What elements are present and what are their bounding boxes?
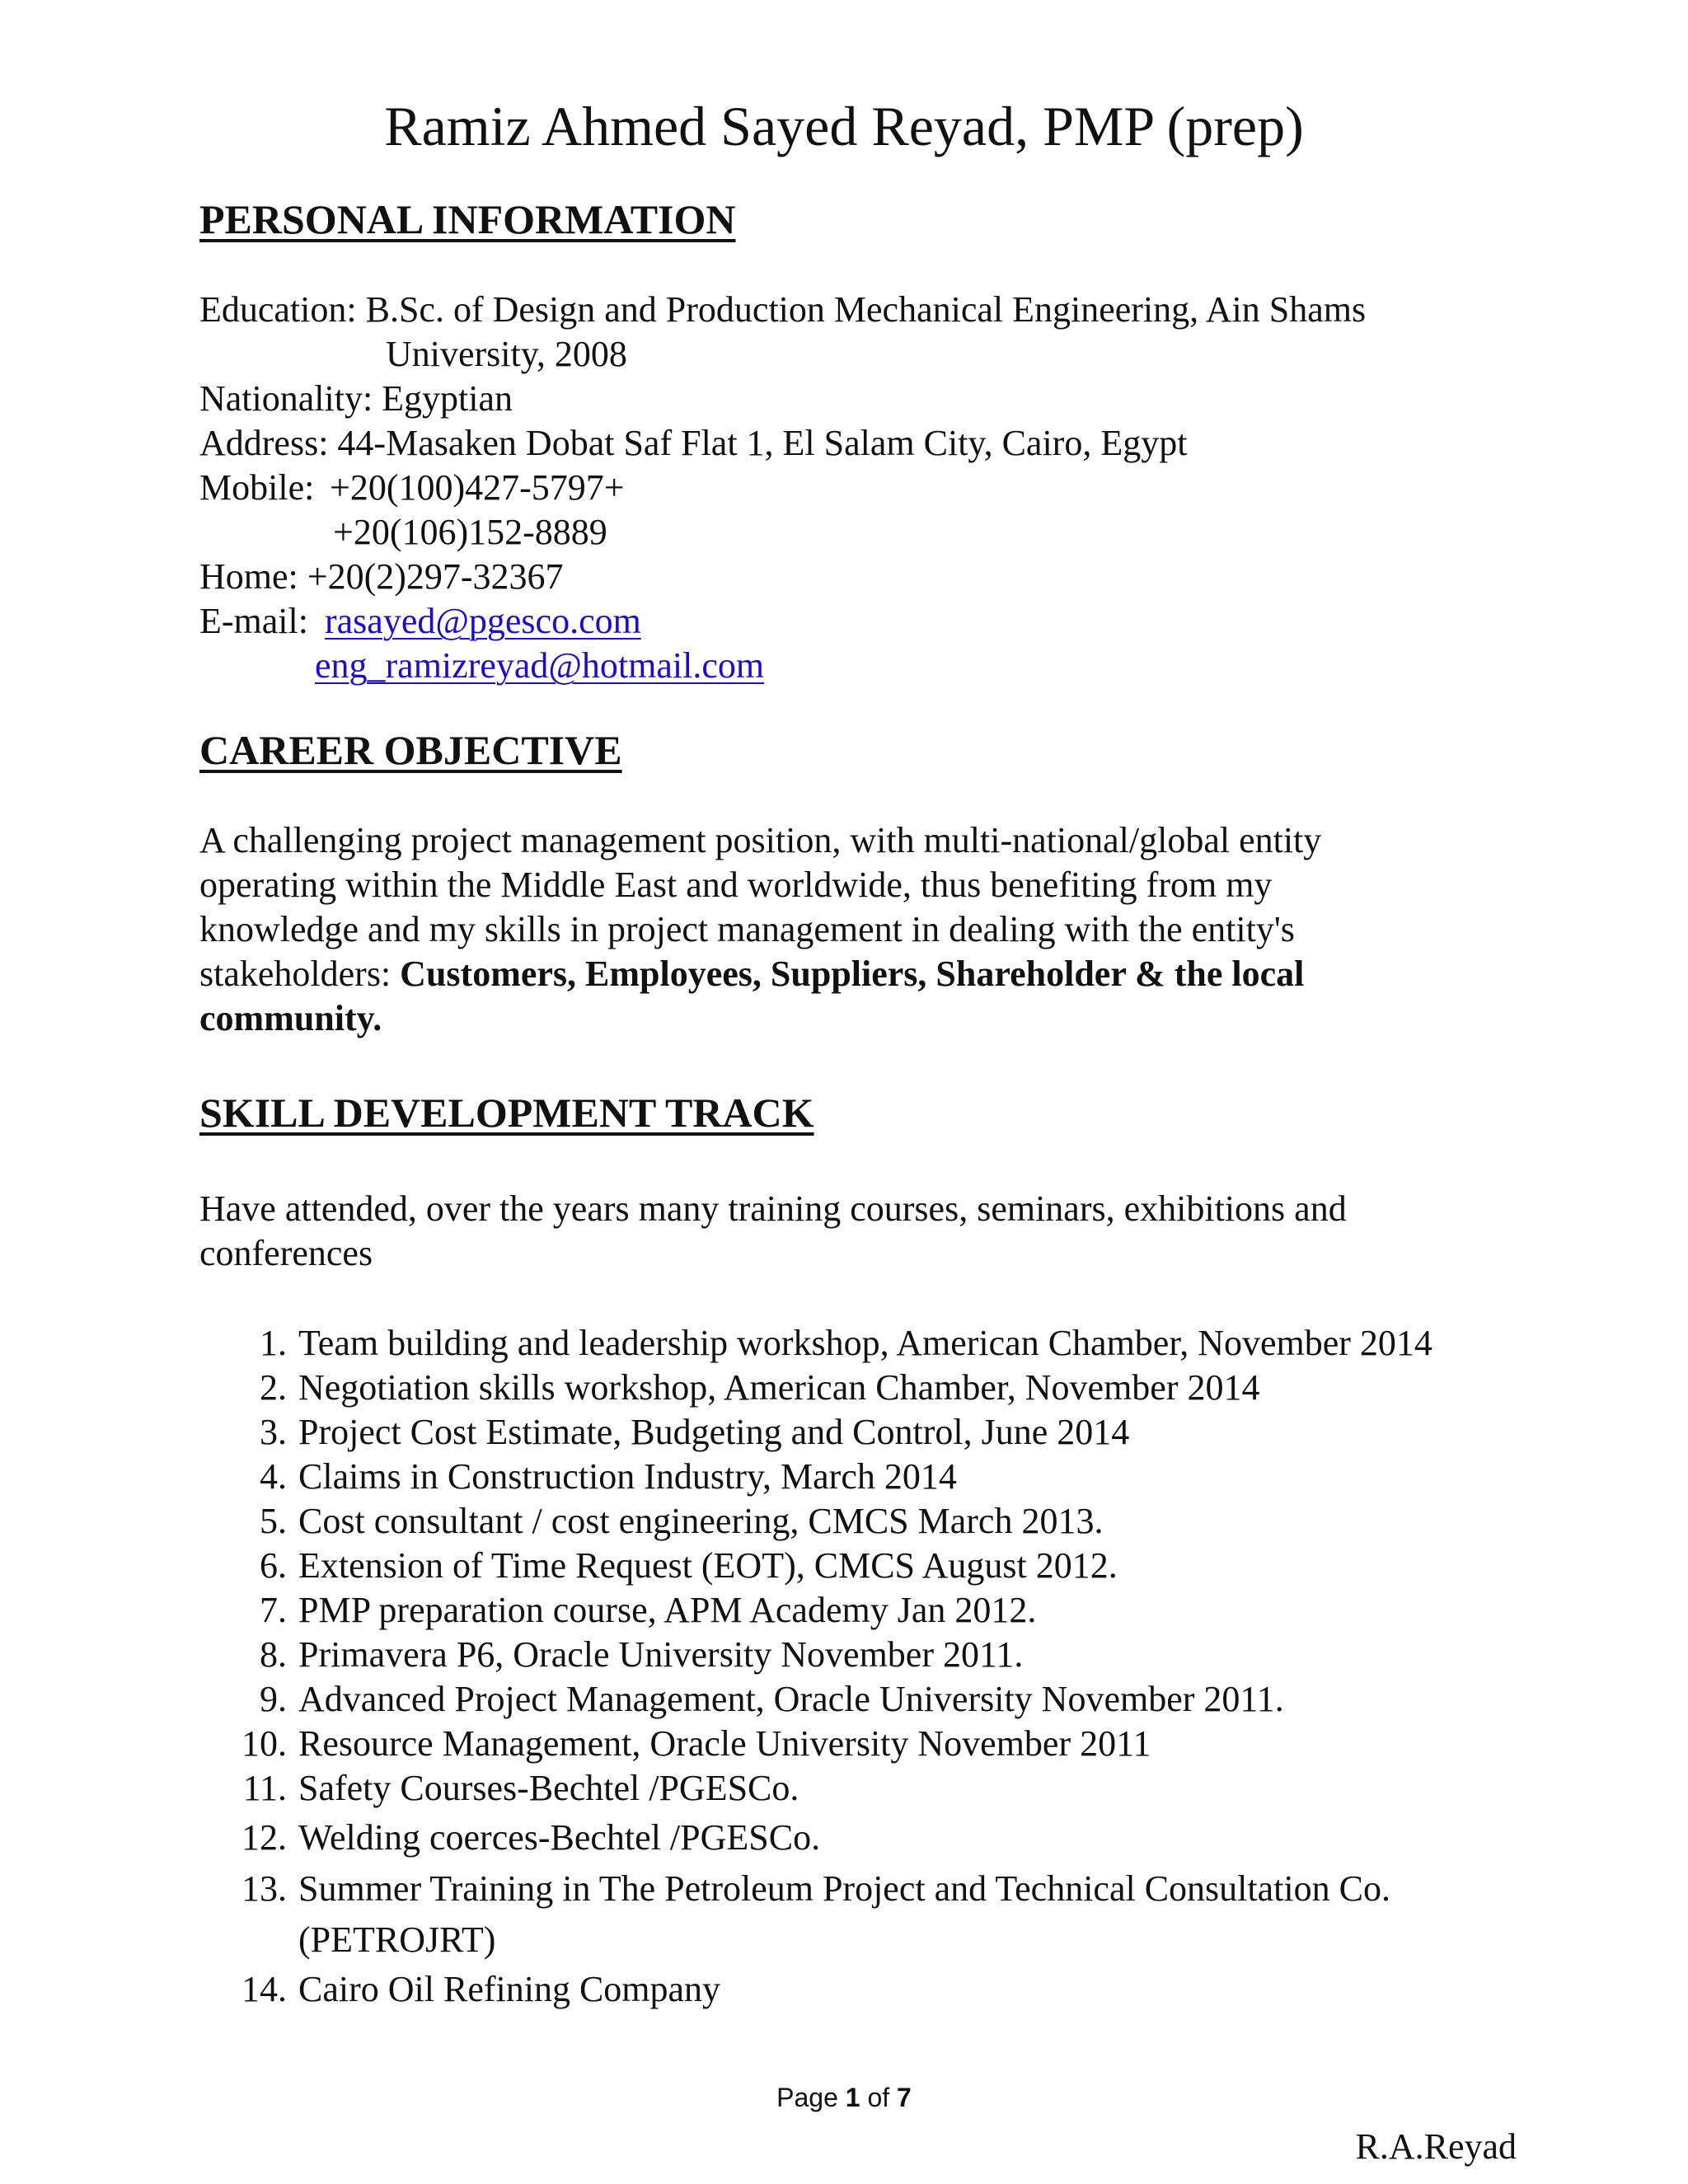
skills-intro-line-1: Have attended, over the years many training courses, seminars, exhibitions and	[199, 1188, 1347, 1229]
skills-list-item: Advanced Project Management, Oracle University November 2011.	[298, 1679, 1284, 1719]
skills-list-item: Safety Courses-Bechtel /PGESCo.	[298, 1768, 799, 1808]
skills-list-number: 9.	[260, 1679, 287, 1719]
skills-list-number: 3.	[260, 1412, 287, 1452]
objective-line-4	[199, 952, 1304, 996]
mobile-number-2: +20(106)152-8889	[333, 512, 607, 552]
objective-line-2: operating within the Middle East and worldwide, thus benefiting from my	[199, 865, 1273, 905]
skills-list-number: 14.	[241, 1969, 287, 2009]
skills-list-item: PMP preparation course, APM Academy Jan 2012.	[298, 1590, 1037, 1630]
email-label: E-mail:	[199, 601, 308, 641]
mobile-number-1: +20(100)427-5797+	[330, 467, 625, 508]
address: Address: 44-Masaken Dobat Saf Flat 1, El Salam City, Cairo, Egypt	[199, 423, 1188, 463]
education-line-2: University, 2008	[386, 334, 627, 374]
skills-list-number: 13.	[241, 1868, 287, 1909]
skills-list-item: Claims in Construction Industry, March 2014	[298, 1456, 957, 1497]
skills-list-number: 12.	[241, 1817, 287, 1858]
skills-list-item: Team building and leadership workshop, American Chamber, November 2014	[298, 1323, 1432, 1363]
skills-list-item: (PETROJRT)	[298, 1919, 496, 1960]
objective-stakeholders: Customers, Employees, Suppliers, Shareholder & the local	[400, 954, 1305, 994]
home-phone: Home: +20(2)297-32367	[199, 556, 564, 597]
skills-list-item: Extension of Time Request (EOT), CMCS August 2012.	[298, 1545, 1118, 1586]
skills-list-number: 6.	[260, 1545, 287, 1586]
skills-list-number: 4.	[260, 1456, 287, 1497]
skills-list-item: Summer Training in The Petroleum Project and Technical Consultation Co.	[298, 1868, 1390, 1909]
page-current: 1	[845, 2083, 860, 2112]
skills-list-item: Negotiation skills workshop, American Chamber, November 2014	[298, 1367, 1260, 1408]
education-line-1: Education: B.Sc. of Design and Production Mechanical Engineering, Ain Shams	[199, 289, 1367, 330]
signature-initials: R.A.Reyad	[1355, 2126, 1517, 2167]
skills-list-item: Cairo Oil Refining Company	[298, 1969, 721, 2009]
nationality: Nationality: Egyptian	[199, 378, 513, 419]
skills-list-number: 10.	[241, 1723, 287, 1764]
skills-intro-line-2: conferences	[199, 1233, 373, 1273]
skills-list-item: Primavera P6, Oracle University November 2011.	[298, 1634, 1024, 1675]
skills-list-number: 5.	[260, 1501, 287, 1541]
career-objective-heading: CAREER OBJECTIVE	[199, 727, 622, 773]
page-mid: of	[860, 2083, 898, 2112]
email-link-2[interactable]: eng_ramizreyad@hotmail.com	[315, 645, 765, 686]
page-total: 7	[897, 2083, 912, 2112]
page-number	[0, 2081, 1688, 2114]
skills-list-item: Project Cost Estimate, Budgeting and Control, June 2014	[298, 1412, 1130, 1452]
resume-name: Ramiz Ahmed Sayed Reyad, PMP (prep)	[384, 95, 1304, 157]
skills-list-item: Welding coerces-Bechtel /PGESCo.	[298, 1817, 821, 1858]
page-prefix: Page	[776, 2083, 846, 2112]
skills-list-item: Resource Management, Oracle University November 2011	[298, 1723, 1151, 1764]
mobile-label: Mobile:	[199, 467, 315, 508]
email-link-1[interactable]: rasayed@pgesco.com	[325, 601, 641, 641]
objective-line-5: community.	[199, 998, 382, 1038]
objective-line-4-prefix: stakeholders:	[199, 954, 401, 994]
personal-information-heading: PERSONAL INFORMATION	[199, 196, 736, 242]
skills-list-number: 8.	[260, 1634, 287, 1675]
skills-list-item: Cost consultant / cost engineering, CMCS March 2013.	[298, 1501, 1104, 1541]
skills-list-number: 2.	[260, 1367, 287, 1408]
skills-list-number: 11.	[242, 1768, 287, 1808]
skills-list-number: 7.	[260, 1590, 287, 1630]
skills-list-number: 1.	[260, 1323, 287, 1363]
skill-development-heading: SKILL DEVELOPMENT TRACK	[199, 1090, 814, 1136]
objective-line-1: A challenging project management position, with multi-national/global entity	[199, 820, 1322, 860]
objective-line-3: knowledge and my skills in project management in dealing with the entity's	[199, 909, 1295, 949]
